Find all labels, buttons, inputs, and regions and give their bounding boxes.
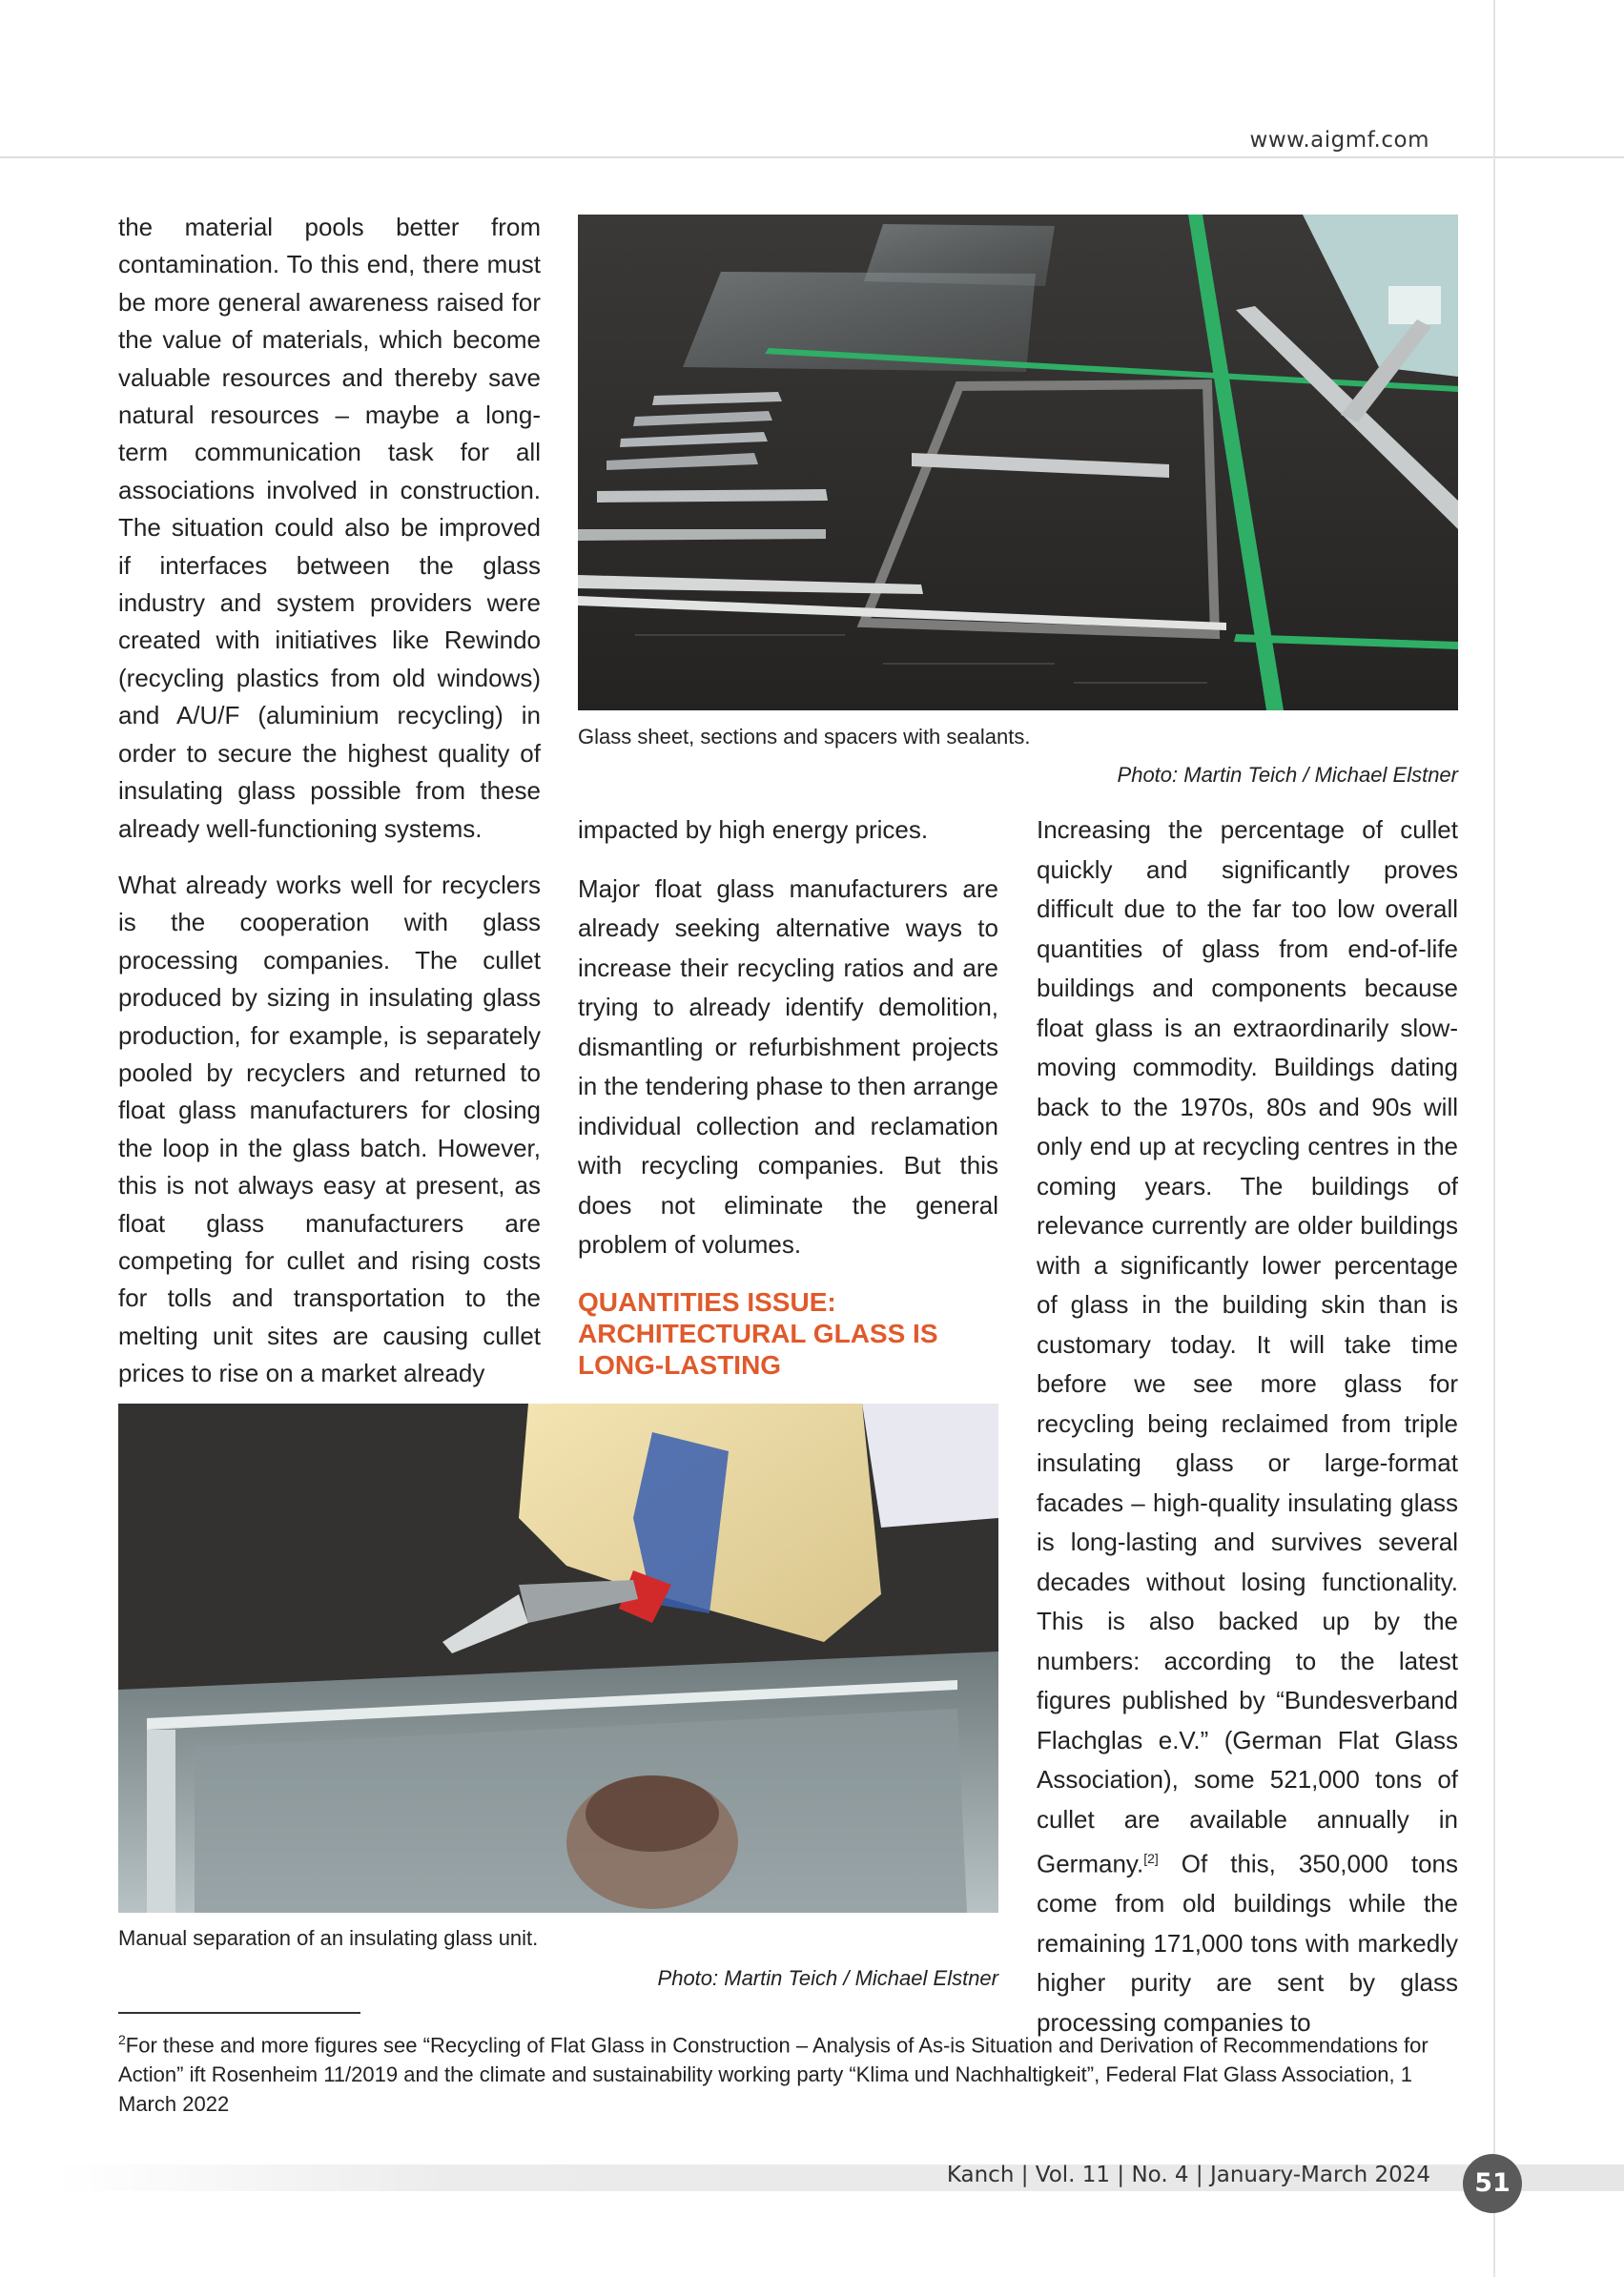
column-3 bbox=[1037, 810, 1458, 2042]
col3-text-after-ref: Of this, 350,000 tons come from old buildings while the remaining 171,000 tons with markedly higher purity are sent by glass processing companies to bbox=[1037, 1849, 1458, 2037]
journal-info: Kanch | Vol. 11 | No. 4 | January-March 2024 bbox=[946, 2163, 1430, 2187]
glass-sheets-illustration bbox=[578, 215, 1458, 710]
col2-paragraph-1: impacted by high energy prices. bbox=[578, 815, 929, 844]
section-heading: QUANTITIES ISSUE: ARCHITECTURAL GLASS IS LONG-LASTING bbox=[578, 1286, 938, 1380]
footnote-marker: 2 bbox=[118, 2032, 126, 2047]
photo-glass-separation bbox=[118, 1404, 998, 1913]
column-2 bbox=[578, 810, 998, 1381]
col1-paragraph-1: the material pools better from contamination. To this end, there must be more general awareness raised for the value of materials, which become valuable resources and thereby save natural resources – maybe a long-term communication task for all associations involved in construction. The situation could also be improved if interfaces between the glass industry and system providers were created with initiatives like Rewindo (recycling plastics from old windows) and A/U/F (aluminium recycling) in order to secure the highest quality of insulating glass possible from these already well-functioning systems. bbox=[118, 213, 541, 843]
footnote bbox=[118, 2025, 1458, 2119]
photo-glass-sheets bbox=[578, 215, 1458, 710]
page-number: 51 bbox=[1463, 2154, 1522, 2213]
footnote-rule bbox=[118, 2012, 360, 2014]
col3-text-before-ref: Increasing the percentage of cullet quickly and significantly proves difficult due to the far too low overall quantities of glass from end-of-life buildings and components because float glass is an extraordinarily slow-moving commodity. Buildings dating back to the 1970s, 80s and 90s will only end up at recycling centres in the coming years. The buildings of relevance currently are older buildings with a significantly lower percentage of glass in the building skin than is customary today. It will take time before we see more glass for recycling being reclaimed from triple insulating glass or large-format facades – high-quality insulating glass is long-lasting and survives several decades without losing functionality. This is also backed up by the numbers: according to the latest figures published by “Bundesverband Flachglas e.V.” (German Flat Glass Association), some 521,000 tons of cullet are available annually in Germany. bbox=[1037, 815, 1458, 1878]
header-rule bbox=[0, 156, 1624, 158]
caption-top-figure: Glass sheet, sections and spacers with sealants. bbox=[578, 725, 1031, 749]
col1-paragraph-2: What already works well for recyclers is the cooperation with glass processing companies. The cullet produced by sizing in insulating glass production, for example, is separately pooled by recyclers and returned to float glass manufacturers for closing the loop in the glass batch. However, this is not always easy at present, as float glass manufacturers are competing for cullet and rising costs for tolls and transportation to the melting unit sites are causing cullet prices to rise on a market already bbox=[118, 870, 541, 1388]
reference-marker: [2] bbox=[1143, 1851, 1159, 1866]
col2-paragraph-2: Major float glass manufacturers are already seeking alternative ways to increase their recycling ratios and are trying to already identify demolition, dismantling or refurbishment projects in the tendering phase to then arrange individual collection and reclamation with recycling companies. But this does not eliminate the general problem of volumes. bbox=[578, 873, 998, 1259]
website-url: www.aigmf.com bbox=[1249, 128, 1429, 153]
credit-top-figure: Photo: Martin Teich / Michael Elstner bbox=[1117, 763, 1458, 787]
col3-paragraph-1 bbox=[1037, 810, 1458, 2042]
credit-bottom-figure: Photo: Martin Teich / Michael Elstner bbox=[657, 1966, 998, 1990]
footnote-text: For these and more figures see “Recycling of Flat Glass in Construction – Analysis of As-is Situation and Derivation of Recommendations for Action” ift Rosenheim 11/2019 and the climate and sustainability working party “Klima und Nachhaltigkeit”, Federal Flat Glass Association, 1 March 2022 bbox=[118, 2033, 1429, 2117]
caption-bottom-figure: Manual separation of an insulating glass unit. bbox=[118, 1926, 539, 1950]
margin-rule bbox=[1493, 0, 1495, 2277]
glass-separation-illustration bbox=[118, 1404, 998, 1913]
column-1 bbox=[118, 209, 541, 1393]
